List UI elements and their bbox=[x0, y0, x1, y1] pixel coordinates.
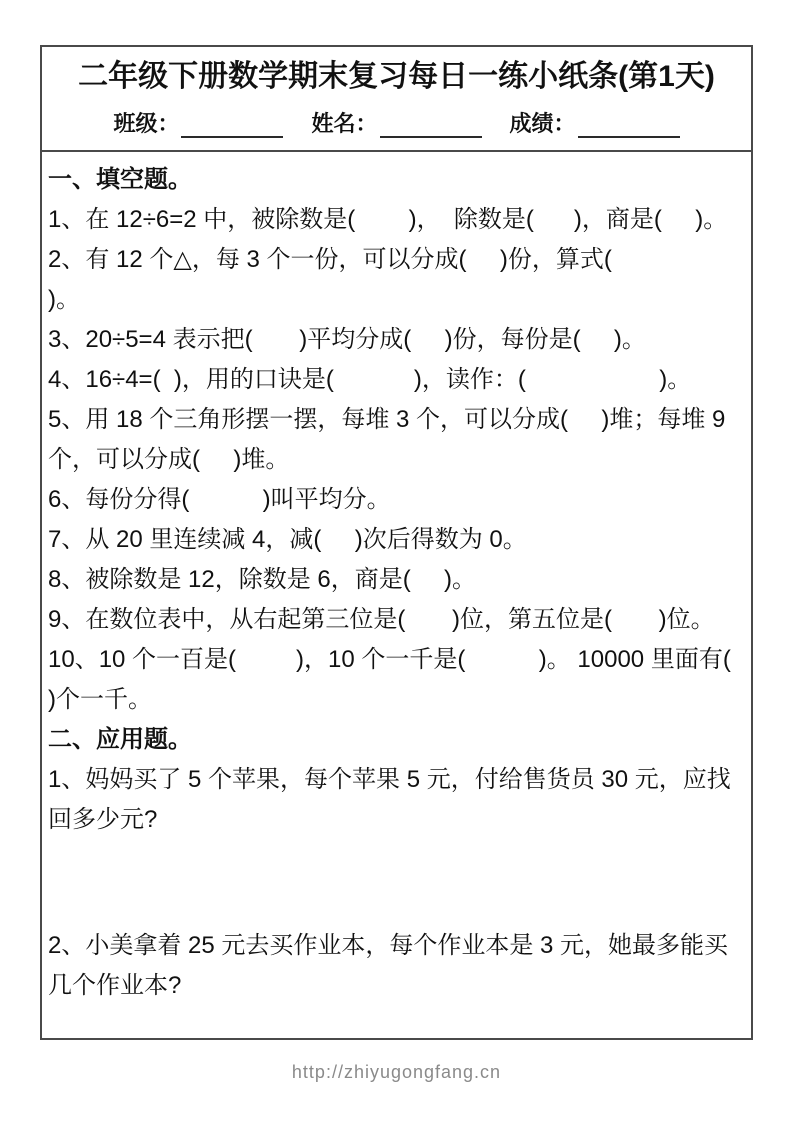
fill-blank-question-4: 4、16÷4=( )，用的口诀是( )，读作：( )。 bbox=[48, 366, 692, 393]
score-field-blank[interactable] bbox=[578, 112, 680, 138]
fill-blank-question-8: 8、被除数是 12，除数是 6，商是( )。 bbox=[48, 566, 477, 593]
class-field-blank[interactable] bbox=[181, 112, 283, 138]
fill-blank-question-5: 5、用 18 个三角形摆一摆，每堆 3 个，可以分成( )堆；每堆 9 个，可以分成( )堆。 bbox=[48, 406, 733, 473]
word-problem-2: 2、小美拿着 25 元去买作业本，每个作业本是 3 元，她最多能买几个作业本? bbox=[48, 932, 729, 999]
fill-blank-question-9: 9、在数位表中，从右起第三位是( )位，第五位是( )位。 bbox=[48, 606, 715, 633]
fill-blank-question-2: 2、有 12 个△，每 3 个一份，可以分成( )份，算式( )。 bbox=[48, 246, 719, 313]
page-title: 二年级下册数学期末复习每日一练小纸条(第1天) bbox=[78, 60, 715, 93]
score-field-label: 成绩： bbox=[509, 111, 576, 136]
fill-blank-question-10: 10、10 个一百是( )，10 个一千是( )。 10000 里面有( )个一千。 bbox=[48, 646, 765, 713]
worksheet-body bbox=[42, 152, 765, 1006]
student-info-row bbox=[50, 107, 743, 138]
class-field-label: 班级： bbox=[113, 111, 180, 136]
worksheet-header bbox=[42, 47, 751, 152]
name-field-label: 姓名： bbox=[311, 111, 378, 136]
section2-heading: 二、应用题。 bbox=[48, 726, 192, 753]
section1-heading: 一、填空题。 bbox=[48, 166, 192, 193]
fill-blank-question-6: 6、每份分得( )叫平均分。 bbox=[48, 486, 391, 513]
word-problem-1: 1、妈妈买了 5 个苹果，每个苹果 5 元，付给售货员 30 元，应找回多少元? bbox=[48, 766, 731, 833]
fill-blank-question-7: 7、从 20 里连续减 4，减( )次后得数为 0。 bbox=[48, 526, 527, 553]
name-field-blank[interactable] bbox=[380, 112, 482, 138]
fill-blank-question-1: 1、在 12÷6=2 中，被除数是( )， 除数是( )，商是( )。 bbox=[48, 206, 728, 233]
worksheet-border-box bbox=[40, 45, 765, 1040]
name-field bbox=[311, 107, 481, 138]
score-field bbox=[510, 107, 680, 138]
footer-url: http://zhiyugongfang.cn bbox=[291, 1062, 502, 1082]
fill-blank-question-3: 3、20÷5=4 表示把( )平均分成( )份，每份是( )。 bbox=[48, 326, 646, 353]
class-field bbox=[113, 107, 283, 138]
